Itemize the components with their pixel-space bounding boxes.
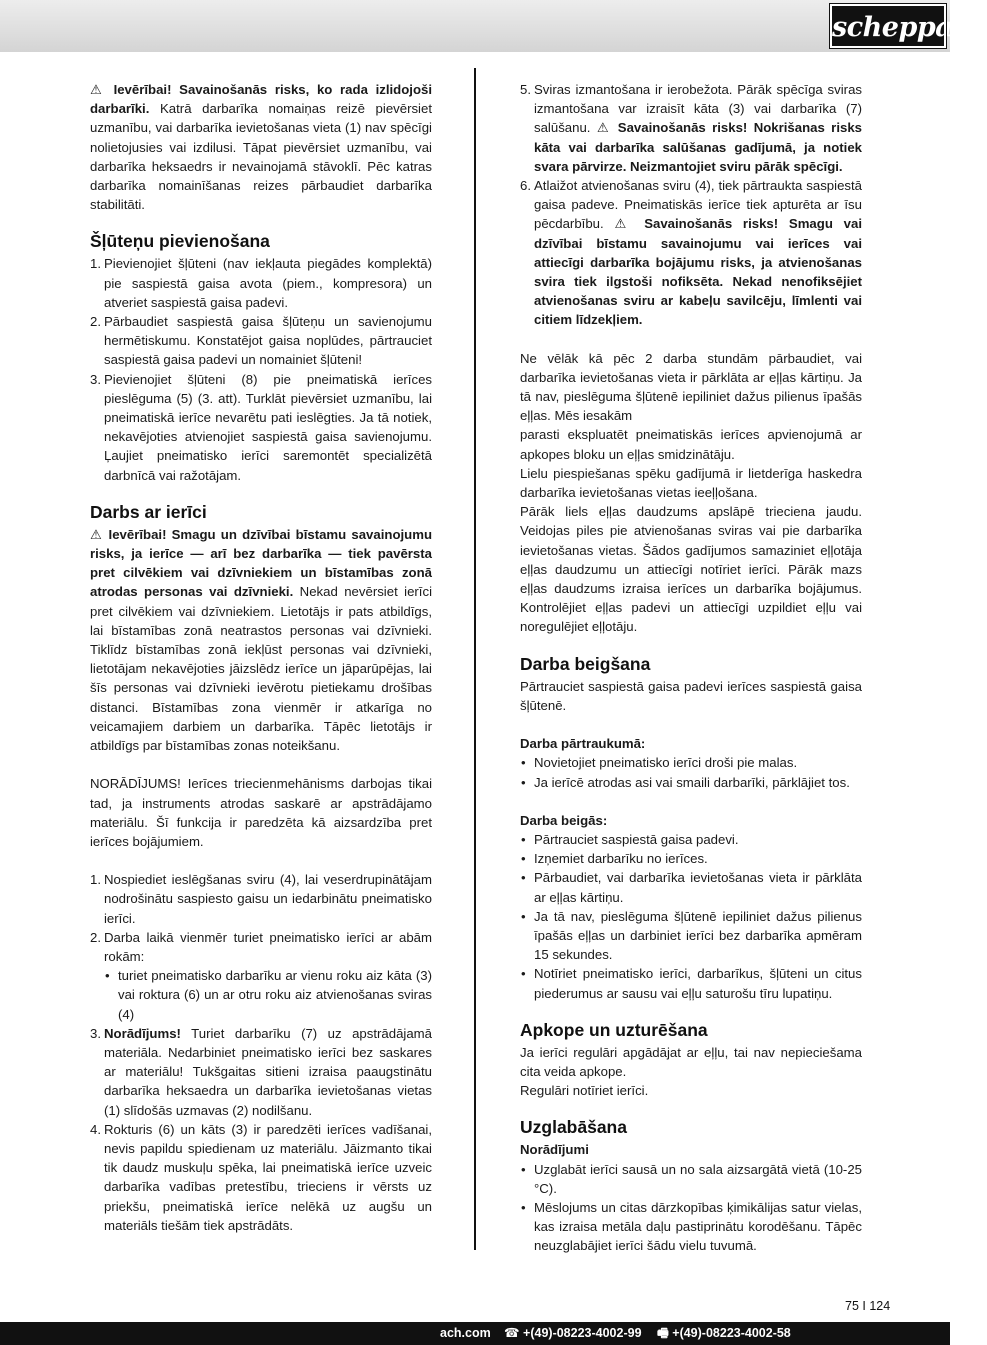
- list-item: 4. Rokturis (6) un kāts (3) ir paredzēti ierīces vadīšanai, nevis papildu spiedienam uz materiālu. Jāizmanto tikai tik daudz muskuļu spēka, lai pneimatiskā ierīce uzveic darbarīka vadības pretestību, trieciens ir vērsts uz priekšu, pneimatiskā ierīce nelēkā uz augšu un materiāls tiešām tiek apstrādāts.: [90, 1121, 432, 1233]
- warning-icon: ⚠: [90, 82, 106, 97]
- warning-icon: ⚠: [596, 120, 612, 136]
- subtitle-finish: Darba beigās:: [520, 812, 608, 828]
- header-bar: [0, 0, 987, 52]
- list-item: 2. Darba laikā vienmēr turiet pneimatisko ierīci ar abām rokām: • turiet pneimatisko darbarīku ar vienu roku aiz kāta (3) vai roktura (6) un ar otru roku aiz atvienošanas sviras (4): [90, 928, 432, 1024]
- lube-paragraph: Ne vēlāk kā pēc 2 darba stundām pārbaudiet, vai darbarīka ievietošanas vieta ir pārklāta ar eļļas kārtiņu. Ja tā nav, pieslēguma šļūtenē iepiliniet dažus pilienus īpašās eļļas. Mēs iesakām: [520, 350, 862, 424]
- list-item: 5. Sviras izmantošana ir ierobežota. Pārāk spēcīga sviras izmantošana var izraisīt kāta (3) vai darbarīka (7) salūšanu. ⚠ Savainošanās risks! Nokrišanas risks kāta vai darbarīka salūšanas gadījumā, ja notiek svara pārvirze. Neizmantojiet sviru pārāk spēcīgi.: [520, 82, 862, 174]
- warning-icon: ⚠: [614, 216, 634, 232]
- page-number: 75 I 124: [845, 1299, 891, 1313]
- list-item: • Pārtrauciet saspiestā gaisa padevi.: [521, 831, 739, 847]
- warning-bold-text: Ievērībai! Smagu un dzīvībai bīstamu savainojumu risks, ja ierīce — arī bez darbarīka — tiek pavērsta pret cilvēkiem vai dzīvniekiem un bīstamības zonā atrodas personas vai dzīvnieki.: [90, 526, 433, 600]
- section-title-maintenance: Apkope un uzturēšana: [520, 1019, 708, 1040]
- lube-paragraph: Pārāk liels eļļas daudzums apslāpē trieciena jaudu. Veidojas piles pie atvienošanas sviras vai pie darbarīka ievietošanas vietas. Šādos gadījumos samaziniet eļļotāja eļļas daudzumu un attiecīgi notīriet ierīci. Pārāk mazs eļļas daudzums izraisa ierīces un darbarīka bojājumus. Kontrolējiet eļļas padevi un attiecīgi uzpildiet eļļu vai noregulējiet eļļotāju.: [520, 504, 862, 635]
- right-column: [520, 80, 862, 1256]
- warning-icon: ⚠: [90, 526, 104, 542]
- interrupt-list: [520, 753, 862, 791]
- footer-phone: ☎ +(49)-08223-4002-99: [504, 1326, 642, 1340]
- finish-list: [520, 830, 862, 1003]
- work-steps-list-continued: [520, 80, 862, 330]
- lube-paragraph: parasti ekspluatēt pneimatiskās ierīces apvienojumā ar apkopes bloku un eļļas smidzinātāju.: [520, 427, 862, 462]
- footer-bar: [0, 1322, 950, 1345]
- column-divider: [474, 68, 476, 1250]
- subtitle-storage-notes: Norādījumi: [520, 1142, 589, 1158]
- list-item: • Izņemiet darbarīku no ierīces.: [521, 851, 708, 867]
- footer-fax: 🖷 +(49)-08223-4002-58: [657, 1326, 791, 1340]
- lube-paragraph: Lielu piespiešanas spēku gadījumā ir lietderīga haskedra darbarīka ievietošanas vietas ieeļļošana.: [520, 465, 862, 501]
- list-item: • Novietojiet pneimatisko ierīci droši pie malas.: [521, 755, 798, 771]
- end-paragraph: Pārtrauciet saspiestā gaisa padevi ierīces saspiestā gaisa šļūtenē.: [520, 678, 862, 713]
- list-item: • Uzglabāt ierīci sausā un no sala aizsargātā vietā (10-25 °C).: [521, 1161, 862, 1196]
- list-item: 1. Pievienojiet šļūteni (nav iekļauta piegādes komplektā) pie saspiestā gaisa avota (piem., kompresora) un atveriet saspiestā gaisa padevi.: [90, 256, 432, 310]
- section-title-hose: Šļūteņu pievienošana: [90, 231, 270, 252]
- list-item: 3. Norādījums! Turiet darbarīku (7) uz apstrādājamā materiāla. Nedarbiniet pneimatisko ierīci bez saskares ar materiālu! Tukšgaitas sitieni izraisa paaugstinātu darbarīka heksaedra un darbarīka ievietošanas vietas (1) slīdošās uzmavas (2) nodilšanu.: [90, 1025, 432, 1118]
- warning-bold-text: Ievērībai! Savainošanās risks, ko rada izlidojoši darbarīki.: [90, 82, 433, 117]
- note-paragraph: NORĀDĪJUMS! Ierīces triecienmehānisms darbojas tikai tad, ja instruments atrodas saskarē ar apstrādājamo materiālu. Šī funkcija ir paredzēta kā aizsardzība pret ierīces bojājumiem.: [90, 776, 432, 849]
- list-item: • Ja tā nav, pieslēguma šļūtenē iepiliniet dažus pilienus īpašās eļļas un darbiniet ierīci bez darbarīka apmēram 15 sekundes.: [521, 908, 862, 963]
- list-item: 6. Atlaižot atvienošanas sviru (4), tiek pārtraukta saspiestā gaisa padeve. Pneimatiskās ierīce tiek apturēta ar īsu pēcdarbību. ⚠ Savainošanās risks! Smagu vai dzīvībai bīstamu savainojumu vai ierīces vai attiecīgi darbarīka bojājumu risks, ja atvienošanas svira tiek ilgstoši nofiksēta. Nekad nenofiksējiet atvienošanas sviru ar kabeļu savilcēju, līmlenti vai citiem līdzekļiem.: [520, 178, 862, 328]
- list-item: • Pārbaudiet, vai darbarīka ievietošanas vieta ir pārklāta ar eļļas kārtiņu.: [521, 870, 862, 905]
- warning-paragraph: [90, 80, 432, 214]
- section-title-work: Darbs ar ierīci: [90, 501, 207, 522]
- work-steps-list: [90, 870, 432, 1235]
- brand-logo: scheppach: [830, 4, 946, 48]
- warning-paragraph: [90, 525, 432, 755]
- maintenance-paragraph: Ja ierīci regulāri apgādājat ar eļļu, tai nav nepieciešama cita veida apkope.: [520, 1044, 862, 1079]
- list-item: 1. Nospiediet ieslēgšanas sviru (4), lai veserdrupinātājam nodrošinātu saspiesto gaisu un iedarbinātu pneimatisko ierīci.: [90, 872, 432, 926]
- subtitle-interrupt: Darba pārtraukumā:: [520, 736, 646, 752]
- hose-steps-list: [90, 254, 432, 484]
- list-item: • Ja ierīcē atrodas asi vai smaili darbarīki, pārklājiet tos.: [521, 774, 850, 790]
- left-column: [90, 80, 432, 1235]
- list-item: • Mēslojums un citas dārzkopības ķimikālijas satur vielas, kas izraisa metāla daļu pastiprinātu korodēšanu. Tāpēc neuzglabājiet ierīci šādu vielu tuvumā.: [521, 1199, 862, 1254]
- maintenance-paragraph: Regulāri notīriet ierīci.: [520, 1083, 649, 1099]
- storage-list: [520, 1160, 862, 1256]
- section-title-end: Darba beigšana: [520, 653, 651, 674]
- warning-text: Katrā darbarīka nomaiņas reizē pievērsiet uzmanību, vai darbarīka ievietošanas vieta (1) nav spēcīgi nolietojusies vai izdilusi. Tāpat pievērsiet uzmanību, vai darbarīka heksaedrs ir nevainojamā stāvoklī. Pēc katras darbarīka nomainīšanas reizes pārbaudiet darbarīka stabilitāti.: [90, 101, 432, 213]
- warning-text: Nekad nevērsiet ierīci pret cilvēkiem vai dzīvniekiem. Lietotājs ir pats atbildīgs, lai bīstamības zonā neatrastos personas vai dzīvnieki. Tiklīdz bīstamības zonā iekļūst personas vai dzīvnieki, lietotājam nekavējoties jāizslēdz ierīce un jāparūpējas, lai šīs personas vai dzīvnieki ievērotu pietiekamu drošības distanci. Bīstamības zona vienmēr ir atkarīga no veicamajiem darbiem un darbarīka. Tāpēc lietotājs ir atbildīgs par bīstamības zonas noteikšanu.: [90, 584, 432, 754]
- section-title-storage: Uzglabāšana: [520, 1117, 627, 1138]
- sub-bullet-list: [104, 966, 432, 1024]
- list-item: 3. Pievienojiet šļūteni (8) pie pneimatiskā ierīces pieslēguma (5) (3. att). Turklāt pievērsiet uzmanību, lai pneimatiskā ierīce nevarētu pati ieslēgties. Ja tā notiek, nekavējoties atvienojiet saspiestā gaisa savienojumu. Ļaujiet pneimatisko ierīci saremontēt specializētā darbnīcā vai ražotājam.: [90, 371, 432, 483]
- footer-website: ach.com: [440, 1326, 491, 1340]
- list-item: • Notīriet pneimatisko ierīci, darbarīkus, šļūteni un citus piederumus ar sausu vai eļļu saturošu tīru lupatiņu.: [521, 966, 862, 1001]
- list-item: • turiet pneimatisko darbarīku ar vienu roku aiz kāta (3) vai roktura (6) un ar otru roku aiz atvienošanas sviras (4): [105, 968, 432, 1022]
- list-item: 2. Pārbaudiet saspiestā gaisa šļūteņu un savienojumu hermētiskumu. Konstatējot gaisa noplūdes, pārtrauciet saspiestā gaisa padevi un nomainiet šļūteni!: [90, 314, 432, 368]
